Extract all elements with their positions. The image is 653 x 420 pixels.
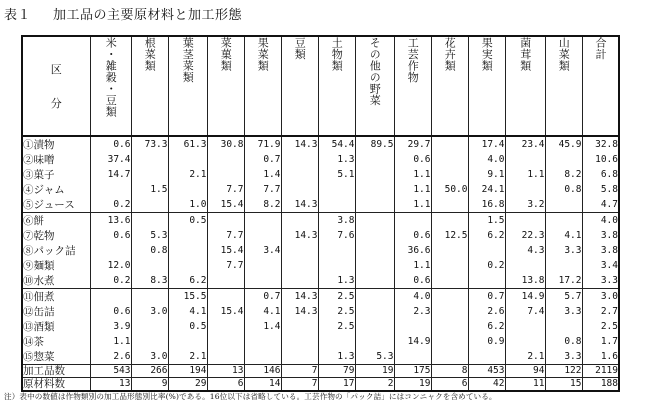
table-cell	[318, 258, 355, 273]
table-cell: 1.3	[318, 349, 355, 365]
table-cell	[355, 197, 394, 213]
table-cell	[318, 182, 355, 197]
table-cell: 15.4	[207, 197, 244, 213]
table-cell: 4.0	[468, 152, 505, 167]
row-label: ⑬酒類	[22, 319, 90, 334]
table-cell: 50.0	[431, 182, 468, 197]
table-cell: 0.9	[468, 334, 505, 349]
table-cell	[545, 319, 582, 334]
column-header-beans: 豆類	[281, 36, 318, 136]
table-cell: 4.0	[394, 289, 431, 305]
summary-cell: 122	[545, 365, 582, 378]
table-cell: 14.9	[394, 334, 431, 349]
table-cell	[90, 243, 131, 258]
row-label: ④ジャム	[22, 182, 90, 197]
table-cell: 0.7	[244, 152, 281, 167]
table-cell: 1.1	[505, 167, 545, 182]
table-cell	[431, 319, 468, 334]
table-cell: 0.6	[394, 273, 431, 289]
summary-cell: 79	[318, 365, 355, 378]
table-cell: 0.2	[90, 197, 131, 213]
summary-cell: 2	[355, 378, 394, 392]
summary-cell: 15	[545, 378, 582, 392]
table-row	[22, 289, 619, 305]
table-cell	[244, 258, 281, 273]
table-cell	[431, 289, 468, 305]
table-cell	[207, 273, 244, 289]
table-cell: 4.1	[244, 304, 281, 319]
table-cell	[431, 213, 468, 229]
table-cell: 1.1	[90, 334, 131, 349]
table-cell: 16.8	[468, 197, 505, 213]
table-cell	[318, 243, 355, 258]
table-cell: 12.5	[431, 228, 468, 243]
table-cell: 0.7	[468, 289, 505, 305]
table-cell	[207, 349, 244, 365]
table-cell	[281, 258, 318, 273]
table-cell: 13.8	[505, 273, 545, 289]
table-cell	[168, 182, 207, 197]
table-cell: 6.2	[468, 319, 505, 334]
column-header-total: 合計	[582, 36, 619, 136]
table-cell	[505, 319, 545, 334]
table-row	[22, 258, 619, 273]
table-cell: 7.7	[207, 182, 244, 197]
table-cell: 6.2	[468, 228, 505, 243]
table-cell: 17.2	[545, 273, 582, 289]
row-label: ⑫缶詰	[22, 304, 90, 319]
table-cell: 10.6	[582, 152, 619, 167]
table-cell	[281, 273, 318, 289]
table-cell: 13.6	[90, 213, 131, 229]
column-header-flowers: 花卉類	[431, 36, 468, 136]
table-cell: 0.2	[468, 258, 505, 273]
column-header-greens: 菜菓類	[207, 36, 244, 136]
table-cell	[355, 319, 394, 334]
table-row	[22, 334, 619, 349]
row-label: ⑭茶	[22, 334, 90, 349]
table-cell	[505, 213, 545, 229]
column-header-mushrooms: 菌茸類	[505, 36, 545, 136]
row-label: ⑨麺類	[22, 258, 90, 273]
table-cell: 14.3	[281, 304, 318, 319]
table-cell: 5.3	[355, 349, 394, 365]
table-cell: 36.6	[394, 243, 431, 258]
table-cell: 0.5	[168, 319, 207, 334]
table-cell	[431, 304, 468, 319]
table-cell: 7.7	[207, 258, 244, 273]
table-cell: 32.8	[582, 136, 619, 152]
table-cell	[207, 334, 244, 349]
column-header-tubers: 土物類	[318, 36, 355, 136]
table-cell	[505, 258, 545, 273]
summary-label: 加工品数	[22, 365, 90, 378]
table-cell: 14.7	[90, 167, 131, 182]
summary-cell: 194	[168, 365, 207, 378]
table-cell: 7.7	[244, 182, 281, 197]
table-cell: 3.9	[90, 319, 131, 334]
table-cell	[468, 273, 505, 289]
column-header-industrial-crops: 工芸作物	[394, 36, 431, 136]
summary-cell: 266	[131, 365, 168, 378]
table-cell	[505, 182, 545, 197]
table-cell: 5.7	[545, 289, 582, 305]
table-cell	[244, 334, 281, 349]
table-cell: 2.1	[168, 167, 207, 182]
table-row	[22, 228, 619, 243]
table-cell	[90, 289, 131, 305]
table-row	[22, 182, 619, 197]
table-body	[22, 136, 619, 391]
table-cell: 3.2	[505, 197, 545, 213]
table-cell: 2.1	[168, 349, 207, 365]
summary-cell: 175	[394, 365, 431, 378]
table-cell: 1.1	[394, 197, 431, 213]
table-cell	[281, 334, 318, 349]
table-cell: 29.7	[394, 136, 431, 152]
table-cell: 2.5	[318, 304, 355, 319]
table-cell: 3.0	[582, 289, 619, 305]
table-cell	[431, 349, 468, 365]
table-cell: 3.0	[131, 304, 168, 319]
table-cell: 9.1	[468, 167, 505, 182]
table-cell: 7.6	[318, 228, 355, 243]
table-cell	[168, 334, 207, 349]
header-row	[22, 36, 619, 136]
table-cell	[131, 152, 168, 167]
table-cell: 14.3	[281, 197, 318, 213]
column-header-rice: 米・雑穀・豆類	[90, 36, 131, 136]
table-cell	[545, 197, 582, 213]
summary-cell: 17	[318, 378, 355, 392]
summary-label: 原材料数	[22, 378, 90, 392]
table-row	[22, 273, 619, 289]
summary-cell: 13	[90, 378, 131, 392]
table-cell: 12.0	[90, 258, 131, 273]
table-cell	[168, 258, 207, 273]
table-cell: 3.8	[318, 213, 355, 229]
table-cell	[431, 273, 468, 289]
table-row	[22, 319, 619, 334]
table-cell: 15.4	[207, 243, 244, 258]
table-cell	[244, 213, 281, 229]
table-cell	[355, 273, 394, 289]
table-cell	[168, 228, 207, 243]
table-cell: 2.6	[90, 349, 131, 365]
table-cell	[281, 213, 318, 229]
table-cell: 3.4	[582, 258, 619, 273]
table-cell	[318, 334, 355, 349]
table-cell	[431, 152, 468, 167]
table-cell: 7.4	[505, 304, 545, 319]
data-table	[21, 35, 620, 392]
table-cell: 0.7	[244, 289, 281, 305]
table-cell: 1.1	[394, 182, 431, 197]
row-label: ⑩水煮	[22, 273, 90, 289]
table-cell: 3.3	[545, 349, 582, 365]
table-cell: 23.4	[505, 136, 545, 152]
table-cell	[431, 258, 468, 273]
summary-cell: 11	[505, 378, 545, 392]
table-cell	[244, 349, 281, 365]
table-cell: 5.1	[318, 167, 355, 182]
row-label: ⑮惣菜	[22, 349, 90, 365]
table-cell	[355, 213, 394, 229]
table-cell	[207, 152, 244, 167]
table-cell: 0.8	[131, 243, 168, 258]
table-row	[22, 167, 619, 182]
table-cell: 17.4	[468, 136, 505, 152]
table-cell: 14.3	[281, 228, 318, 243]
table-cell	[355, 304, 394, 319]
table-cell: 71.9	[244, 136, 281, 152]
summary-cell: 42	[468, 378, 505, 392]
table-cell	[355, 258, 394, 273]
table-cell: 61.3	[168, 136, 207, 152]
table-cell: 1.1	[394, 258, 431, 273]
table-cell	[281, 349, 318, 365]
summary-cell: 543	[90, 365, 131, 378]
footnote: 注）表中の数値は作物類別の加工品形態別比率(%)である。16位以下は省略している。工芸作物の「パック詰」にはコンニャクを含めている。	[4, 392, 497, 401]
summary-cell: 8	[431, 365, 468, 378]
table-cell: 14.3	[281, 289, 318, 305]
table-cell	[281, 319, 318, 334]
summary-cell: 19	[355, 365, 394, 378]
summary-cell: 14	[244, 378, 281, 392]
table-cell: 6.2	[168, 273, 207, 289]
table-cell: 2.1	[505, 349, 545, 365]
table-cell	[394, 349, 431, 365]
table-row	[22, 349, 619, 365]
table-cell	[131, 213, 168, 229]
table-cell	[431, 136, 468, 152]
table-cell: 4.3	[505, 243, 545, 258]
table-cell: 3.3	[545, 304, 582, 319]
table-cell	[131, 197, 168, 213]
column-header-root-vegetables: 根菜類	[131, 36, 168, 136]
table-cell	[468, 349, 505, 365]
table-cell: 1.0	[168, 197, 207, 213]
table-cell: 1.1	[394, 167, 431, 182]
table-cell	[131, 289, 168, 305]
summary-cell: 188	[582, 378, 619, 392]
row-label: ⑤ジュース	[22, 197, 90, 213]
row-label: ②味噌	[22, 152, 90, 167]
table-cell	[431, 197, 468, 213]
table-cell	[207, 319, 244, 334]
table-cell: 3.8	[582, 228, 619, 243]
table-cell: 0.8	[545, 334, 582, 349]
table-cell	[355, 228, 394, 243]
table-cell: 4.7	[582, 197, 619, 213]
summary-cell: 6	[431, 378, 468, 392]
table-cell	[281, 182, 318, 197]
table-cell: 3.0	[131, 349, 168, 365]
row-label: ⑦乾物	[22, 228, 90, 243]
table-cell: 2.3	[394, 304, 431, 319]
table-cell: 73.3	[131, 136, 168, 152]
table-cell: 15.4	[207, 304, 244, 319]
table-cell	[318, 197, 355, 213]
table-cell: 22.3	[505, 228, 545, 243]
table-cell: 0.5	[168, 213, 207, 229]
table-cell: 2.5	[582, 319, 619, 334]
table-cell: 8.2	[244, 197, 281, 213]
table-cell: 1.4	[244, 319, 281, 334]
table-cell: 45.9	[545, 136, 582, 152]
table-cell	[244, 228, 281, 243]
summary-row	[22, 378, 619, 392]
summary-cell: 94	[505, 365, 545, 378]
table-cell: 0.6	[90, 228, 131, 243]
table-cell: 0.6	[394, 152, 431, 167]
table-cell: 14.9	[505, 289, 545, 305]
table-cell: 1.3	[318, 273, 355, 289]
table-cell	[90, 182, 131, 197]
summary-cell: 6	[207, 378, 244, 392]
table-cell	[131, 319, 168, 334]
category-header: 区 分	[22, 36, 90, 136]
table-row	[22, 152, 619, 167]
table-cell	[394, 319, 431, 334]
table-cell	[545, 152, 582, 167]
table-cell	[505, 334, 545, 349]
table-cell: 8.2	[545, 167, 582, 182]
summary-cell: 19	[394, 378, 431, 392]
table-caption: 加工品の主要原材料と加工形態	[53, 8, 243, 23]
table-cell	[545, 213, 582, 229]
table-row	[22, 197, 619, 213]
table-cell: 5.8	[582, 182, 619, 197]
table-cell	[131, 258, 168, 273]
table-cell: 3.3	[582, 273, 619, 289]
table-cell: 4.1	[168, 304, 207, 319]
table-cell: 0.8	[545, 182, 582, 197]
table-cell: 14.3	[281, 136, 318, 152]
summary-cell: 13	[207, 365, 244, 378]
table-row	[22, 213, 619, 229]
table-cell: 4.1	[545, 228, 582, 243]
summary-row	[22, 365, 619, 378]
table-cell	[168, 152, 207, 167]
table-cell: 2.5	[318, 289, 355, 305]
summary-cell: 146	[244, 365, 281, 378]
table-cell	[355, 334, 394, 349]
table-cell	[545, 258, 582, 273]
table-cell: 2.5	[318, 319, 355, 334]
table-cell: 24.1	[468, 182, 505, 197]
table-cell	[207, 167, 244, 182]
table-cell	[355, 167, 394, 182]
table-cell	[281, 152, 318, 167]
row-label: ①漬物	[22, 136, 90, 152]
table-cell	[131, 334, 168, 349]
table-cell: 4.0	[582, 213, 619, 229]
table-cell	[281, 243, 318, 258]
column-header-other-vegetables: その他の野菜	[355, 36, 394, 136]
table-cell: 15.5	[168, 289, 207, 305]
table-title	[4, 4, 242, 23]
table-cell	[355, 243, 394, 258]
table-row	[22, 136, 619, 152]
table-cell	[505, 152, 545, 167]
summary-cell: 9	[131, 378, 168, 392]
table-cell: 0.6	[90, 136, 131, 152]
table-cell: 30.8	[207, 136, 244, 152]
table-number: 表１	[4, 8, 32, 23]
column-header-fruits: 果実類	[468, 36, 505, 136]
table-cell: 1.7	[582, 334, 619, 349]
table-cell: 3.4	[244, 243, 281, 258]
table-cell	[431, 334, 468, 349]
table-cell: 2.7	[582, 304, 619, 319]
table-cell: 0.6	[90, 304, 131, 319]
table-cell: 89.5	[355, 136, 394, 152]
column-header-fruit-vegetables: 果菜類	[244, 36, 281, 136]
summary-cell: 2119	[582, 365, 619, 378]
table-cell	[468, 243, 505, 258]
table-cell: 1.5	[468, 213, 505, 229]
table-cell: 3.3	[545, 243, 582, 258]
table-cell	[207, 289, 244, 305]
table-cell: 54.4	[318, 136, 355, 152]
table-cell: 1.6	[582, 349, 619, 365]
summary-cell: 7	[281, 378, 318, 392]
table-cell	[431, 243, 468, 258]
row-label: ⑪佃煮	[22, 289, 90, 305]
table-cell: 0.6	[394, 228, 431, 243]
table-cell	[281, 167, 318, 182]
table-cell	[168, 243, 207, 258]
column-header-wild-vegetables: 山菜類	[545, 36, 582, 136]
table-cell: 5.3	[131, 228, 168, 243]
table-cell	[355, 182, 394, 197]
table-cell: 8.3	[131, 273, 168, 289]
row-label: ⑧パック詰	[22, 243, 90, 258]
table-cell: 2.6	[468, 304, 505, 319]
table-cell	[355, 289, 394, 305]
table-cell	[131, 167, 168, 182]
table-cell: 1.3	[318, 152, 355, 167]
table-cell: 3.8	[582, 243, 619, 258]
table-cell: 6.8	[582, 167, 619, 182]
summary-cell: 453	[468, 365, 505, 378]
row-label: ⑥餅	[22, 213, 90, 229]
table-cell: 1.5	[131, 182, 168, 197]
table-cell: 0.2	[90, 273, 131, 289]
table-cell	[244, 273, 281, 289]
row-label: ③菓子	[22, 167, 90, 182]
column-header-leaf-stem-vegetables: 葉茎菜類	[168, 36, 207, 136]
table-cell	[431, 167, 468, 182]
summary-cell: 29	[168, 378, 207, 392]
table-cell	[394, 213, 431, 229]
table-row	[22, 304, 619, 319]
table-cell	[355, 152, 394, 167]
table-cell	[207, 213, 244, 229]
table-row	[22, 243, 619, 258]
table-cell: 7.7	[207, 228, 244, 243]
table-cell: 1.4	[244, 167, 281, 182]
summary-cell: 7	[281, 365, 318, 378]
table-cell: 37.4	[90, 152, 131, 167]
